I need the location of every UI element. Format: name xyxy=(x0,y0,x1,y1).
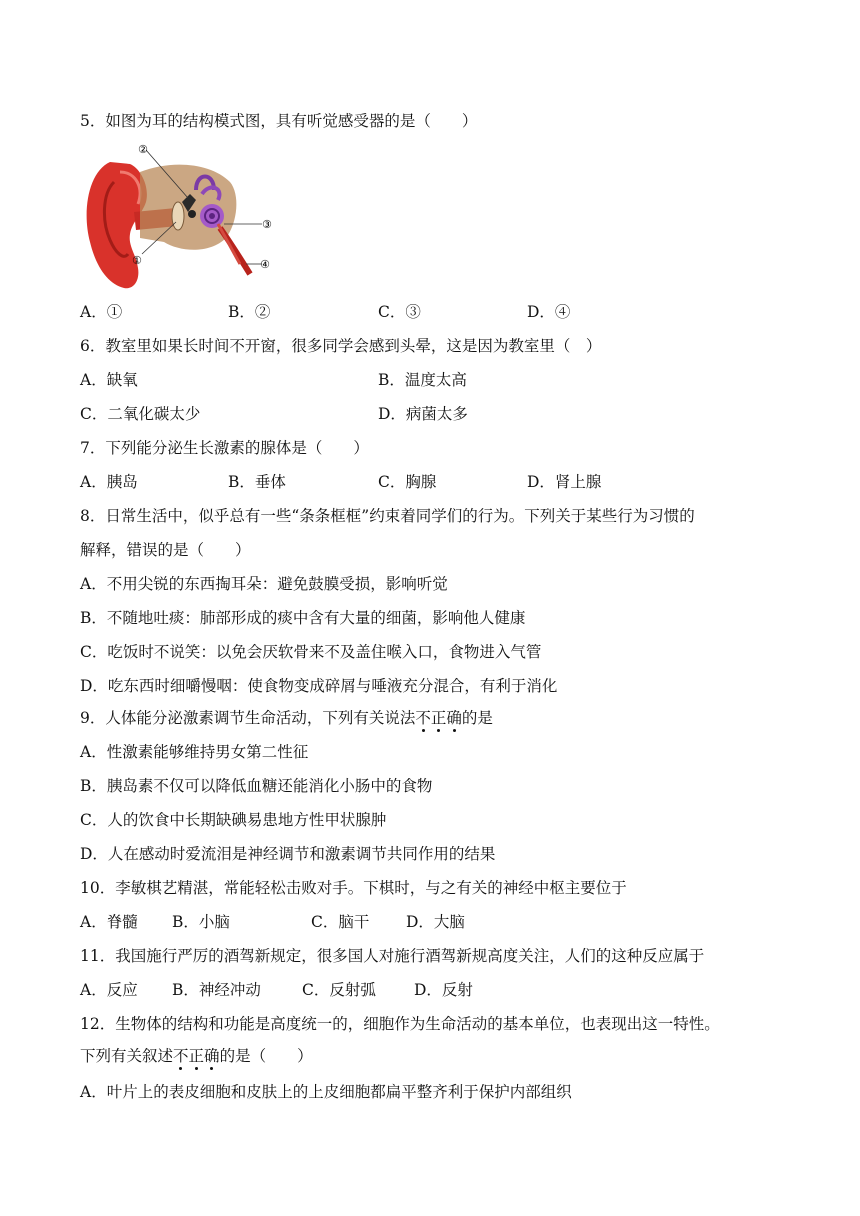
q8-option-b[interactable]: B．不随地吐痰：肺部形成的痰中含有大量的细菌，影响他人健康 xyxy=(80,609,526,627)
q11-stem: 11．我国施行严厉的酒驾新规定，很多国人对施行酒驾新规高度关注，人们的这种反应属于 xyxy=(80,947,705,965)
label-4: ④ xyxy=(260,258,270,271)
q12-option-a[interactable]: A．叶片上的表皮细胞和皮肤上的上皮细胞都扁平整齐利于保护内部组织 xyxy=(80,1083,572,1101)
q11-option-b[interactable]: B．神经冲动 xyxy=(172,981,261,999)
q10-stem: 10．李敏棋艺精湛，常能轻松击败对手。下棋时，与之有关的神经中枢主要位于 xyxy=(80,879,627,897)
q5-option-a[interactable]: A．① xyxy=(80,303,123,321)
q10-option-a[interactable]: A．脊髓 xyxy=(80,913,138,931)
q5-option-c[interactable]: C．③ xyxy=(378,303,421,321)
q10-option-d[interactable]: D．大脑 xyxy=(406,913,465,931)
q9-stem: 9．人体能分泌激素调节生命活动，下列有关说法不正确的是 xyxy=(80,709,493,727)
q7-option-d[interactable]: D．肾上腺 xyxy=(527,473,602,491)
q9-option-d[interactable]: D．人在感动时爱流泪是神经调节和激素调节共同作用的结果 xyxy=(80,845,496,863)
q9-option-a[interactable]: A．性激素能够维持男女第二性征 xyxy=(80,743,309,761)
q8-option-d[interactable]: D．吃东西时细嚼慢咽：使食物变成碎屑与唾液充分混合，有利于消化 xyxy=(80,677,558,695)
emphasis-char: 正 xyxy=(430,709,447,727)
q8-stem-line1: 8．日常生活中，似乎总有一些“条条框框”约束着同学们的行为。下列关于某些行为习惯的 xyxy=(80,507,695,525)
q6-option-b[interactable]: B．温度太高 xyxy=(378,371,467,389)
q12-stem-line1: 12．生物体的结构和功能是高度统一的，细胞作为生命活动的基本单位，也表现出这一特性。 xyxy=(80,1015,720,1033)
q8-option-a[interactable]: A．不用尖锐的东西掏耳朵：避免鼓膜受损，影响听觉 xyxy=(80,575,448,593)
q8-option-c[interactable]: C．吃饭时不说笑：以免会厌软骨来不及盖住喉入口，食物进入气管 xyxy=(80,643,542,661)
q11-option-c[interactable]: C．反射弧 xyxy=(302,981,376,999)
q10-option-b[interactable]: B．小脑 xyxy=(172,913,230,931)
emphasis-char: 确 xyxy=(204,1047,220,1065)
q7-option-a[interactable]: A．胰岛 xyxy=(80,473,138,491)
q11-option-d[interactable]: D．反射 xyxy=(414,981,473,999)
q7-stem: 7．下列能分泌生长激素的腺体是（ ） xyxy=(80,439,369,457)
emphasis-char: 不 xyxy=(173,1047,189,1065)
label-3: ③ xyxy=(262,218,272,231)
q5-option-d[interactable]: D．④ xyxy=(527,303,571,321)
q7-option-b[interactable]: B．垂体 xyxy=(228,473,286,491)
emphasis-char: 正 xyxy=(188,1047,205,1065)
q6-option-a[interactable]: A．缺氧 xyxy=(80,371,138,389)
label-2: ② xyxy=(138,143,148,156)
q10-option-c[interactable]: C．脑干 xyxy=(311,913,370,931)
q6-option-d[interactable]: D．病菌太多 xyxy=(378,405,468,423)
q6-option-c[interactable]: C．二氧化碳太少 xyxy=(80,405,201,423)
q11-option-a[interactable]: A．反应 xyxy=(80,981,138,999)
q8-stem-line2: 解释，错误的是（ ） xyxy=(80,541,251,559)
emphasis-char: 不 xyxy=(415,709,431,727)
ear-structure-figure xyxy=(80,142,276,292)
q12-stem-line2: 下列有关叙述不正确的是（ ） xyxy=(80,1047,313,1065)
q6-stem: 6．教室里如果长时间不开窗，很多同学会感到头晕，这是因为教室里（ ） xyxy=(80,337,602,355)
q9-option-c[interactable]: C．人的饮食中长期缺碘易患地方性甲状腺肿 xyxy=(80,811,387,829)
emphasis-char: 确 xyxy=(446,709,462,727)
q7-option-c[interactable]: C．胸腺 xyxy=(378,473,437,491)
q5-stem: 5．如图为耳的结构模式图，具有听觉感受器的是（ ） xyxy=(80,112,478,130)
label-1: ① xyxy=(132,254,142,267)
q9-option-b[interactable]: B．胰岛素不仅可以降低血糖还能消化小肠中的食物 xyxy=(80,777,433,795)
q5-option-b[interactable]: B．② xyxy=(228,303,271,321)
